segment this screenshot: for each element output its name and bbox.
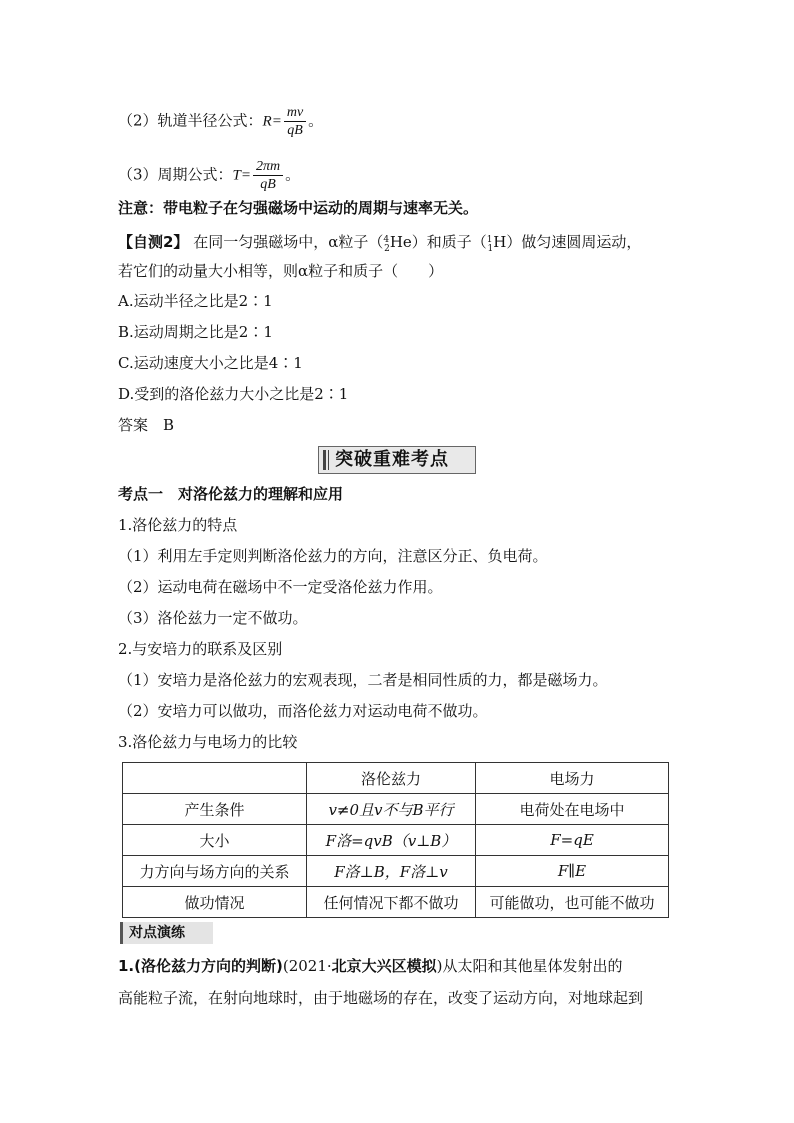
period-lhs: T= — [232, 167, 252, 184]
table-cell: F洛⊥B，F洛⊥v — [307, 856, 476, 887]
self-test-stem-a: 在同一匀强磁场中，α粒子（ — [188, 233, 384, 251]
table-cell: F=qE — [476, 825, 669, 856]
h-atomic-number: 1 — [487, 244, 494, 254]
period-end: 。 — [285, 165, 301, 184]
he-mass-number: 4 — [383, 235, 390, 245]
question-1-heading: 1.(洛伦兹力方向的判断) — [118, 957, 283, 975]
radius-end: 。 — [308, 111, 324, 130]
question-1-source: 北京大兴区模拟 — [331, 957, 437, 975]
section-title: 突破重难考点 — [335, 449, 449, 470]
period-label: （3）周期公式： — [118, 165, 233, 184]
question-1-line2: 高能粒子流，在射向地球时，由于地磁场的存在，改变了运动方向，对地球起到 — [118, 989, 644, 1007]
table-row — [123, 887, 669, 918]
he-text: He）和质子（ — [389, 233, 487, 251]
table-cell: 力方向与场方向的关系 — [123, 856, 307, 887]
table-cell: 任何情况下都不做功 — [307, 887, 476, 918]
table-cell: 可能做功，也可能不做功 — [476, 887, 669, 918]
self-test-stem-line1 — [118, 230, 641, 259]
radius-lhs: R= — [262, 113, 282, 130]
question-1-source-prefix: (2021· — [282, 957, 332, 975]
radius-numerator: mv — [284, 104, 306, 122]
radius-fraction — [284, 104, 306, 139]
option-b: B.运动周期之比是2∶1 — [118, 323, 273, 341]
period-numerator: 2πm — [253, 158, 283, 176]
table-cell: 大小 — [123, 825, 307, 856]
h-text: H）做匀速圆周运动， — [493, 233, 642, 251]
kaodian-title: 考点一 对洛伦兹力的理解和应用 — [118, 485, 344, 503]
p3-title: 3.洛伦兹力与电场力的比较 — [118, 733, 298, 751]
banner-bar-thin — [328, 450, 329, 470]
table-row — [123, 794, 669, 825]
he-atomic-number: 2 — [384, 244, 390, 254]
option-d: D.受到的洛伦兹力大小之比是2∶1 — [118, 385, 349, 403]
note-text: 注意：带电粒子在匀强磁场中运动的周期与速率无关。 — [118, 199, 479, 217]
table-cell: v≠0且v不与B平行 — [307, 794, 476, 825]
self-test-stem-line2: 若它们的动量大小相等，则α粒子和质子（ ） — [118, 262, 444, 280]
p2-title: 2.与安培力的联系及区别 — [118, 640, 283, 658]
p1-item: （2）运动电荷在磁场中不一定受洛伦兹力作用。 — [118, 578, 443, 596]
table-header-cell: 洛伦兹力 — [307, 763, 476, 794]
table-header-cell — [123, 763, 307, 794]
period-denominator: qB — [260, 177, 276, 192]
table-row — [123, 825, 669, 856]
comparison-table — [122, 762, 669, 918]
radius-formula — [118, 104, 323, 139]
p2-item: （1）安培力是洛伦兹力的宏观表现，二者是相同性质的力，都是磁场力。 — [118, 671, 608, 689]
table-cell: F∥E — [476, 856, 669, 887]
table-header-cell: 电场力 — [476, 763, 669, 794]
radius-label: （2）轨道半径公式： — [118, 111, 263, 130]
option-a: A.运动半径之比是2∶1 — [118, 292, 273, 310]
option-c: C.运动速度大小之比是4∶1 — [118, 354, 303, 372]
table-cell: F洛=qvB（v⊥B） — [307, 825, 476, 856]
h-mass-number: 1 — [486, 235, 493, 245]
practice-tag-label: 对点演练 — [129, 925, 185, 941]
question-1-text: 从太阳和其他星体发射出的 — [442, 957, 623, 975]
self-test-label: 【自测2】 — [118, 233, 189, 251]
banner-bar — [323, 450, 326, 470]
period-fraction — [253, 158, 283, 193]
section-banner — [318, 446, 476, 474]
answer-text: 答案 B — [118, 416, 175, 434]
question-1-source-suffix: ) — [436, 957, 443, 975]
table-cell: 产生条件 — [123, 794, 307, 825]
table-cell: 做功情况 — [123, 887, 307, 918]
p1-item: （1）利用左手定则判断洛伦兹力的方向，注意区分正、负电荷。 — [118, 547, 548, 565]
p2-item: （2）安培力可以做功，而洛伦兹力对运动电荷不做功。 — [118, 702, 488, 720]
table-header-row — [123, 763, 669, 794]
period-formula — [118, 158, 300, 193]
table-cell: 电荷处在电场中 — [476, 794, 669, 825]
p1-item: （3）洛伦兹力一定不做功。 — [118, 609, 308, 627]
question-1-line1 — [118, 956, 623, 976]
radius-denominator: qB — [287, 123, 303, 138]
table-row — [123, 856, 669, 887]
practice-tag — [120, 922, 213, 944]
p1-title: 1.洛伦兹力的特点 — [118, 516, 238, 534]
